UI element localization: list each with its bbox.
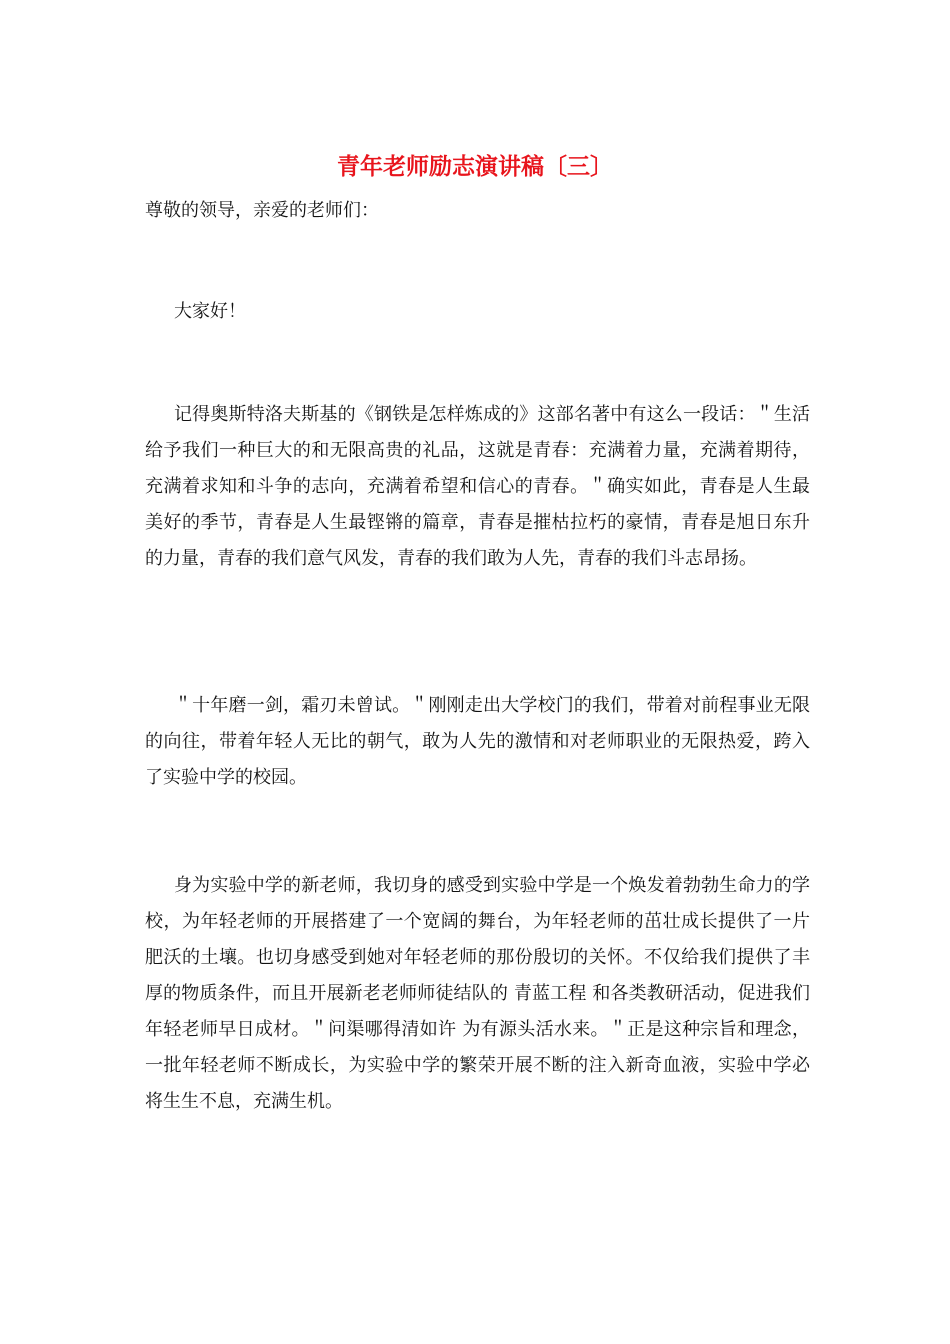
paragraph-2: ＂十年磨一剑，霜刃未曾试。＂刚刚走出大学校门的我们，带着对前程事业无限的向往，带着年轻人无比的朝气，敢为人先的激情和对老师职业的无限热爱，跨入了实验中学的校园。: [145, 695, 810, 788]
document-title: 青年老师励志演讲稿〔三〕: [337, 153, 613, 180]
greeting: 大家好！: [174, 301, 246, 322]
paragraph-1: 记得奥斯特洛夫斯基的《钢铁是怎样炼成的》这部名著中有这么一段话：＂生活给予我们一种巨大的和无限高贵的礼品，这就是青春：充满着力量，充满着期待，充满着求知和斗争的志向，充满着希望和信心的青春。＂确实如此，青春是人生最美好的季节，青春是人生最铿锵的篇章，青春是摧枯拉朽的豪情，青春是旭日东升的力量，青春的我们意气风发，青春的我们敢为人先，青春的我们斗志昂扬。: [145, 404, 810, 569]
paragraph-3: 身为实验中学的新老师，我切身的感受到实验中学是一个焕发着勃勃生命力的学校，为年轻老师的开展搭建了一个宽阔的舞台，为年轻老师的茁壮成长提供了一片肥沃的土壤。也切身感受到她对年轻老师的那份殷切的关怀。不仅给我们提供了丰厚的物质条件，而且开展新老老师师徒结队的 青蓝工程 和各类教研活动，促进我们年轻老师早日成材。＂问渠哪得清如许 为有源头活水来。＂正是这种宗旨和理念，一批年轻老师不断成长，为实验中学的繁荣开展不断的注入新奇血液，实验中学必将生生不息，充满生机。: [145, 875, 810, 1112]
salutation: 尊敬的领导，亲爱的老师们：: [145, 200, 379, 221]
